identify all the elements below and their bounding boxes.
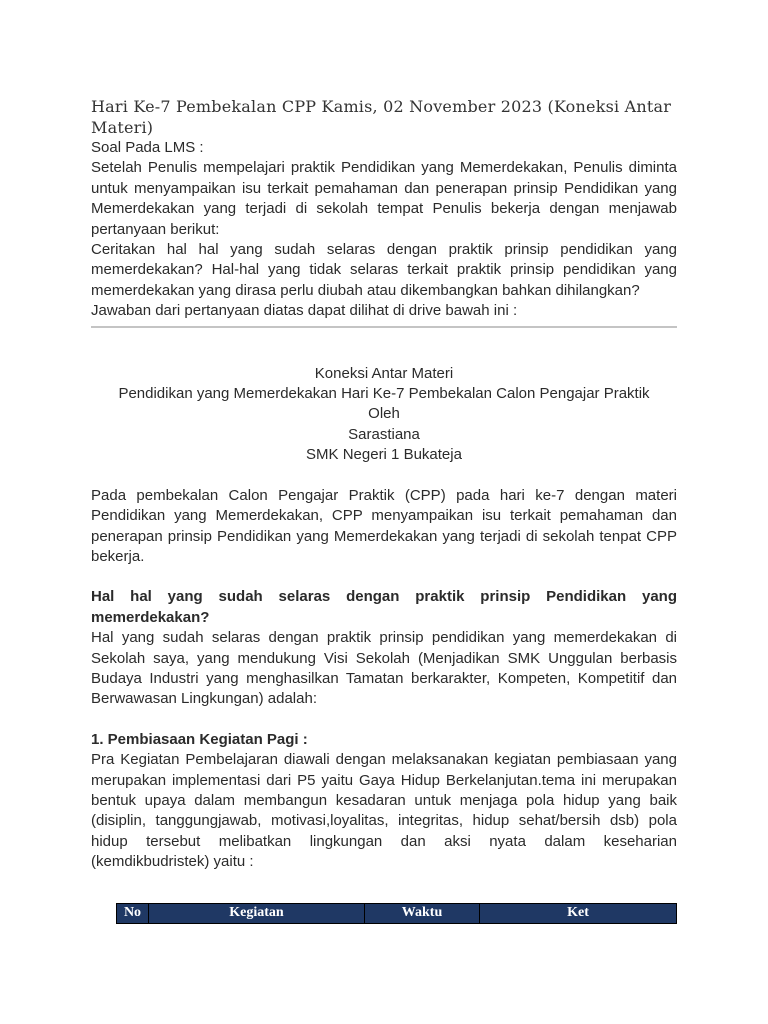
spacer bbox=[91, 710, 677, 730]
table-header-row bbox=[117, 903, 677, 923]
table-header-no: No bbox=[117, 903, 149, 923]
table-header-kegiatan: Kegiatan bbox=[149, 903, 365, 923]
activity-table-wrapper bbox=[116, 903, 677, 924]
spacer bbox=[91, 466, 677, 486]
document-page bbox=[91, 96, 677, 924]
soal-label: Soal Pada LMS : bbox=[91, 139, 204, 156]
cover-school: SMK Negeri 1 Bukateja bbox=[306, 446, 462, 464]
cover-by: Oleh bbox=[368, 405, 400, 423]
section-1-heading: 1. Pembiasaan Kegiatan Pagi : bbox=[91, 730, 308, 748]
table-header-ket: Ket bbox=[480, 903, 677, 923]
document-title: Hari Ke-7 Pembekalan CPP Kamis, 02 November 2023 (Koneksi Antar Materi) bbox=[91, 97, 672, 137]
section-1-paragraph: Pra Kegiatan Pembelajaran diawali dengan melaksanakan kegiatan pembiasaan yang merupakan implementasi dari P5 yaitu Gaya Hidup Berkelanjutan.tema ini merupakan bentuk upaya dalam membangun kesadaran untuk menjaga pola hidup yang baik (disiplin, tanggungjawab, motivasi,loyalitas, integritas, hidup sehat/bersih dsb) pola hidup tersebut melibatkan lingkungan dan aksi nyata dalam keseharian (kemdikbudristek) yaitu : bbox=[91, 751, 677, 871]
question-heading: Hal hal yang sudah selaras dengan praktik prinsip Pendidikan yang memerdekakan? bbox=[91, 588, 677, 626]
cover-block bbox=[91, 364, 677, 466]
activity-table bbox=[116, 903, 677, 924]
spacer bbox=[91, 567, 677, 587]
intro-paragraph-2: Ceritakan hal hal yang sudah selaras dengan praktik prinsip pendidikan yang memerdekakan? Hal-hal yang tidak selaras terkait praktik prinsip pendidikan yang memerdekakan yang dirasa perlu diubah atau dikembangkan bahkan dihilangkan? bbox=[91, 241, 677, 299]
opening-paragraph: Pada pembekalan Calon Pengajar Praktik (CPP) pada hari ke-7 dengan materi Pendidikan yang Memerdekakan, CPP menyampaikan isu terkait pemahaman dan penerapan prinsip Pendidikan yang Memerdekakan yang terjadi di sekolah tenpat CPP bekerja. bbox=[91, 486, 677, 565]
cover-author: Sarastiana bbox=[348, 425, 420, 443]
table-header-waktu: Waktu bbox=[365, 903, 480, 923]
intro-paragraph-1: Setelah Penulis mempelajari praktik Pendidikan yang Memerdekakan, Penulis diminta untuk menyampaikan isu terkait pemahaman dan penerapan prinsip Pendidikan yang Memerdekakan yang terjadi di sekolah tempat Penulis bekerja dengan menjawab pertanyaan berikut: bbox=[91, 159, 677, 238]
cover-subtitle: Pendidikan yang Memerdekakan Hari Ke-7 Pembekalan Calon Pengajar Praktik bbox=[118, 385, 650, 403]
cover-title: Koneksi Antar Materi bbox=[314, 364, 454, 382]
answer-paragraph: Hal yang sudah selaras dengan praktik prinsip pendidikan yang memerdekakan di Sekolah saya, yang mendukung Visi Sekolah (Menjadikan SMK Unggulan berbasis Budaya Industri yang menghasilkan Tamatan berkarakter, Kompeten, Kompetitif dan Berwawasan Lingkungan) adalah: bbox=[91, 629, 677, 708]
horizontal-divider bbox=[91, 326, 677, 328]
intro-paragraph-3: Jawaban dari pertanyaan diatas dapat dilihat di drive bawah ini : bbox=[91, 302, 518, 320]
